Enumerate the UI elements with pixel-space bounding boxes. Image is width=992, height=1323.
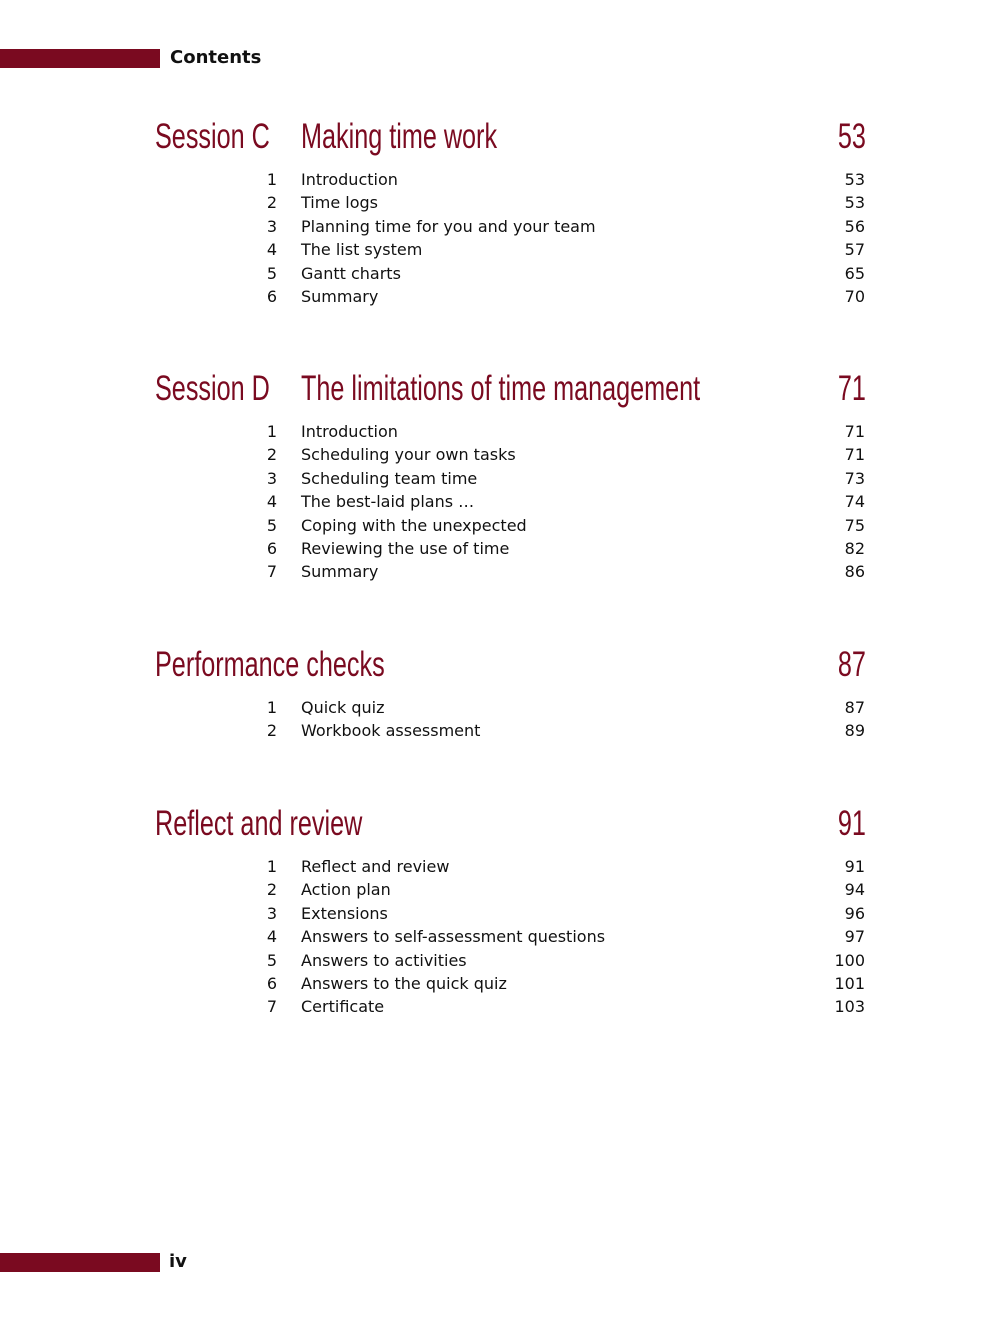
toc-section-reflect-and-review [0,803,992,1019]
entry-page: 94 [844,880,865,900]
entry-number: 2 [266,445,277,465]
toc-entry[interactable] [0,719,992,742]
entry-number: 4 [266,240,277,260]
entry-number: 1 [266,698,277,717]
toc-entry[interactable] [0,467,992,490]
section-label: Reflect and review [155,804,363,843]
toc-entry[interactable] [0,878,992,901]
toc-entry[interactable] [0,420,992,443]
header-accent-bar [0,49,160,68]
entry-page: 91 [844,857,865,876]
section-title: Making time work [301,117,498,156]
entry-page: 96 [844,903,865,923]
entry-number: 4 [266,927,277,947]
entry-title: Workbook assessment [301,721,481,741]
entry-number: 7 [266,562,277,582]
entry-page: 56 [844,216,865,236]
section-page: 87 [837,645,866,684]
entry-title: Scheduling your own tasks [301,445,516,465]
toc-entry[interactable] [0,514,992,537]
entry-title: Planning time for you and your team [301,216,596,236]
toc-entry[interactable] [0,191,992,214]
entry-title: Introduction [301,422,398,441]
entry-title: Introduction [301,170,398,189]
toc-entry[interactable] [0,949,992,972]
entry-page: 65 [844,263,865,283]
toc-entry[interactable] [0,490,992,513]
toc-section-session-d [0,368,992,584]
section-heading [0,644,992,688]
entry-page: 71 [844,422,865,441]
entry-title: Coping with the unexpected [301,515,527,535]
entry-number: 3 [266,216,277,236]
section-label: Performance checks [155,645,385,684]
toc-entry[interactable] [0,696,992,719]
entry-title: The best-laid plans … [301,492,475,512]
section-page: 71 [837,369,866,408]
section-title: The limitations of time management [301,369,701,408]
toc-entry[interactable] [0,995,992,1018]
entry-title: Extensions [301,903,388,923]
entry-page: 87 [844,698,865,717]
entry-title: Summary [301,286,379,306]
entry-title: Gantt charts [301,263,401,283]
section-heading [0,116,992,160]
toc-entry[interactable] [0,215,992,238]
entry-page: 53 [844,170,865,189]
page-number: iv [169,1251,187,1272]
entry-number: 5 [266,263,277,283]
toc-entry[interactable] [0,902,992,925]
entry-page: 73 [844,468,865,488]
entry-number: 6 [266,973,277,993]
entry-number: 3 [266,468,277,488]
entry-title: Answers to self-assessment questions [301,927,606,947]
entry-number: 2 [266,193,277,213]
entry-number: 5 [266,950,277,970]
entry-page: 53 [844,193,865,213]
entry-title: Answers to the quick quiz [301,973,507,993]
entry-title: Action plan [301,880,391,900]
toc-entry[interactable] [0,855,992,878]
toc-section-session-c [0,116,992,308]
entry-number: 3 [266,903,277,923]
toc-entry[interactable] [0,560,992,583]
entry-number: 6 [266,286,277,306]
entry-title: Answers to activities [301,950,467,970]
entry-title: Reviewing the use of time [301,538,510,558]
entry-page: 75 [844,515,865,535]
running-head: Contents [170,47,262,68]
entry-page: 89 [844,721,865,741]
entry-number: 2 [266,721,277,741]
entry-number: 6 [266,538,277,558]
entry-number: 2 [266,880,277,900]
entry-title: The list system [301,240,423,260]
entry-page: 71 [844,445,865,465]
entry-title: Summary [301,562,379,582]
entry-title: Quick quiz [301,698,385,717]
toc-entry[interactable] [0,925,992,948]
section-heading [0,803,992,847]
footer-accent-bar [0,1253,160,1272]
toc-entry[interactable] [0,443,992,466]
entry-number: 1 [266,857,277,876]
entry-page: 74 [844,492,865,512]
entry-number: 1 [266,422,277,441]
toc-entry[interactable] [0,285,992,308]
entry-page: 82 [844,538,865,558]
section-label: Session C [155,117,270,156]
entry-number: 4 [266,492,277,512]
section-page: 91 [837,804,866,843]
entry-page: 86 [844,562,865,582]
entry-number: 5 [266,515,277,535]
entry-page: 57 [844,240,865,260]
toc-entry[interactable] [0,168,992,191]
toc-entry[interactable] [0,262,992,285]
entry-number: 7 [266,997,277,1017]
toc-entry[interactable] [0,972,992,995]
section-label: Session D [155,369,270,408]
section-page: 53 [837,117,866,156]
toc-entry[interactable] [0,537,992,560]
entry-page: 100 [834,950,865,970]
toc-section-performance-checks [0,644,992,743]
section-heading [0,368,992,412]
entry-title: Time logs [301,193,378,213]
entry-number: 1 [266,170,277,189]
entry-title: Certificate [301,997,385,1017]
toc-entry[interactable] [0,238,992,261]
entry-page: 70 [844,286,865,306]
entry-page: 97 [844,927,865,947]
entry-title: Reflect and review [301,857,450,876]
entry-title: Scheduling team time [301,468,478,488]
entry-page: 101 [834,973,865,993]
entry-page: 103 [834,997,865,1017]
